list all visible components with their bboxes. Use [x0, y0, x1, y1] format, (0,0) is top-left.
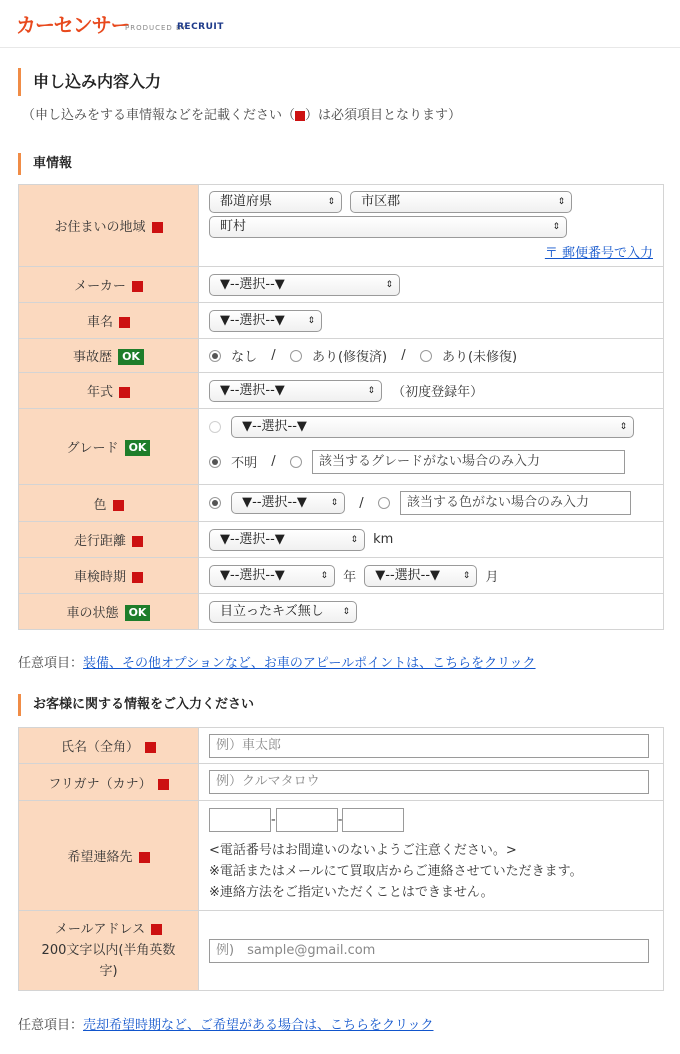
town-select[interactable]: 町村 ⇕ [209, 216, 567, 238]
grade-select-radio[interactable] [209, 421, 221, 433]
grade-text-input[interactable]: 該当するグレードがない場合のみ入力 [312, 450, 625, 474]
optional-prefix: 任意項目： [18, 1018, 84, 1033]
inspection-month-select[interactable]: ▼--選択--▼ ⇕ [364, 565, 477, 587]
color-select[interactable]: ▼--選択--▼ ⇕ [231, 492, 345, 514]
area-label-cell [19, 185, 199, 267]
row-inspection [19, 558, 664, 594]
recruit-logo: RECRUIT [177, 22, 224, 32]
postal-code-link[interactable]: 〒 郵便番号で入力 [544, 245, 653, 261]
select-arrow-icon: ⇕ [320, 570, 328, 581]
row-accident: 事故歴 OK なし / あり(修復済) / あり(未修復) [19, 339, 664, 373]
row-kana [19, 764, 664, 801]
optional-appeal [18, 652, 536, 671]
condition-select[interactable]: 目立ったキズ無し ⇕ [209, 601, 357, 623]
accident-repaired-label: あり(修復済) [311, 350, 388, 365]
grade-unknown-label: 不明 [231, 456, 258, 471]
page-title: 申し込み内容入力 [18, 68, 161, 96]
mileage-select[interactable]: ▼--選択--▼ ⇕ [209, 529, 365, 551]
select-arrow-icon: ⇕ [367, 385, 375, 396]
grade-text-radio[interactable] [290, 456, 302, 468]
email-sub-label-2: 字) [99, 964, 118, 979]
select-arrow-icon: ⇕ [330, 498, 339, 508]
phone-note-3: ※連絡方法をご指定いただくことはできません。 [209, 885, 494, 900]
accident-none-radio[interactable] [209, 350, 221, 362]
row-year [19, 373, 664, 409]
email-label: メールアドレス [54, 922, 146, 937]
inspection-year-select[interactable]: ▼--選択--▼ ⇕ [209, 565, 335, 587]
required-icon [139, 852, 150, 863]
maker-label: メーカー [74, 279, 126, 294]
select-arrow-icon: ⇕ [462, 570, 471, 581]
grade-label: グレード [66, 440, 119, 456]
row-condition [19, 594, 664, 630]
area-field-cell [199, 185, 664, 267]
required-icon [158, 779, 169, 790]
year-select[interactable]: ▼--選択--▼ ⇕ [209, 380, 382, 402]
grade-select[interactable]: ▼--選択--▼ ⇕ [231, 416, 634, 438]
accident-repaired-radio[interactable] [290, 350, 302, 362]
row-grade: グレード OK ▼--選択--▼ ⇕ 不明 / 該当するグレードがない場合のみ入力 [19, 409, 664, 485]
select-arrow-icon: ⇕ [350, 534, 358, 545]
optional-prefix: 任意項目： [18, 656, 84, 671]
car-info-table [18, 184, 664, 630]
required-icon [132, 281, 143, 292]
phone-part1-input[interactable] [209, 808, 271, 832]
area-label: お住まいの地域 [54, 220, 146, 235]
required-icon [132, 536, 143, 547]
select-arrow-icon: ⇕ [342, 606, 350, 617]
color-select-radio[interactable] [209, 497, 221, 509]
maker-select[interactable]: ▼--選択--▼ ⇕ [209, 274, 400, 296]
ok-badge: OK [125, 440, 151, 456]
row-maker [19, 267, 664, 303]
page-lead [22, 104, 461, 123]
select-arrow-icon: ⇕ [557, 196, 566, 207]
email-input[interactable]: 例) sample@gmail.com [209, 939, 649, 963]
lead-text-pre: （申し込みをする車情報などを記載ください（ [22, 108, 296, 123]
color-label: 色 [93, 497, 107, 513]
select-arrow-icon: ⇕ [385, 279, 393, 290]
brand-header [0, 0, 680, 48]
select-arrow-icon: ⇕ [619, 421, 628, 432]
optional-timing [18, 1014, 434, 1033]
required-icon [113, 500, 124, 511]
accident-label: 事故歴 [73, 349, 113, 365]
row-area [19, 185, 664, 267]
produced-by-label: PRODUCED BY [125, 24, 187, 32]
customer-info-table [18, 727, 664, 991]
phone-note-2: ※電話またはメールにて買取店からご連絡させていただきます。 [209, 864, 583, 879]
sale-timing-link[interactable]: 売却希望時期など、ご希望がある場合は、こちらをクリック [83, 1018, 434, 1033]
name-label: 氏名（全角） [60, 740, 139, 755]
ok-badge: OK [125, 605, 151, 621]
row-email [19, 911, 664, 991]
accident-unrepaired-label: あり(未修復) [441, 350, 518, 365]
mileage-unit: km [373, 532, 394, 547]
name-input[interactable]: 例）車太郎 [209, 734, 649, 758]
model-select[interactable]: ▼--選択--▼ ⇕ [209, 310, 322, 332]
condition-label: 車の状態 [66, 605, 119, 621]
accident-unrepaired-radio[interactable] [420, 350, 432, 362]
select-arrow-icon: ⇕ [327, 196, 335, 207]
required-icon [152, 222, 163, 233]
customer-section-title: お客様に関する情報をご入力ください [18, 694, 254, 716]
row-mileage [19, 522, 664, 558]
lead-text-post: ）は必須項目となります） [305, 108, 462, 123]
grade-unknown-radio[interactable] [209, 456, 221, 468]
required-icon [119, 387, 130, 398]
kana-input[interactable]: 例）クルマタロウ [209, 770, 649, 794]
phone-part3-input[interactable] [342, 808, 404, 832]
phone-label: 希望連絡先 [67, 850, 133, 865]
year-label: 年式 [86, 385, 113, 400]
select-arrow-icon: ⇕ [307, 315, 315, 326]
row-color: 色 ▼--選択--▼ ⇕ / 該当する色がない場合のみ入力 [19, 485, 664, 522]
phone-part2-input[interactable] [276, 808, 338, 832]
required-icon [119, 317, 130, 328]
row-name [19, 728, 664, 764]
kana-label: フリガナ（カナ） [48, 776, 152, 792]
phone-note-1: <電話番号はお間違いのないようご注意ください。> [209, 843, 517, 858]
model-label: 車名 [86, 315, 113, 330]
color-text-radio[interactable] [378, 497, 390, 509]
car-section-title: 車情報 [18, 153, 72, 175]
prefecture-select[interactable]: 都道府県 ⇕ [209, 191, 342, 213]
select-arrow-icon: ⇕ [552, 221, 560, 232]
email-sub-label-1: 200文字以内(半角英数 [41, 943, 176, 958]
mileage-label: 走行距離 [73, 534, 126, 549]
city-select[interactable]: 市区郡 ⇕ [350, 191, 572, 213]
appeal-points-link[interactable]: 装備、その他オプションなど、お車のアピールポイントは、こちらをクリック [83, 656, 536, 671]
required-icon [151, 924, 162, 935]
required-icon [295, 111, 305, 121]
year-note: （初度登録年） [392, 385, 484, 400]
accident-none-label: なし [231, 350, 258, 365]
inspection-label: 車検時期 [73, 570, 126, 585]
color-text-input[interactable]: 該当する色がない場合のみ入力 [400, 491, 631, 515]
row-model [19, 303, 664, 339]
inspection-year-unit: 年 [343, 570, 357, 585]
ok-badge: OK [118, 349, 144, 365]
inspection-month-unit: 月 [485, 570, 499, 585]
required-icon [132, 572, 143, 583]
row-phone: 希望連絡先 - - <電話番号はお間違いのないようご注意ください。> ※電話またはメールにて買取店からご連絡させていただきます。 ※連絡方法をご指定いただくことはできません。 [19, 801, 664, 911]
carsensor-logo[interactable]: カーセンサー [16, 13, 130, 37]
required-icon [145, 742, 156, 753]
